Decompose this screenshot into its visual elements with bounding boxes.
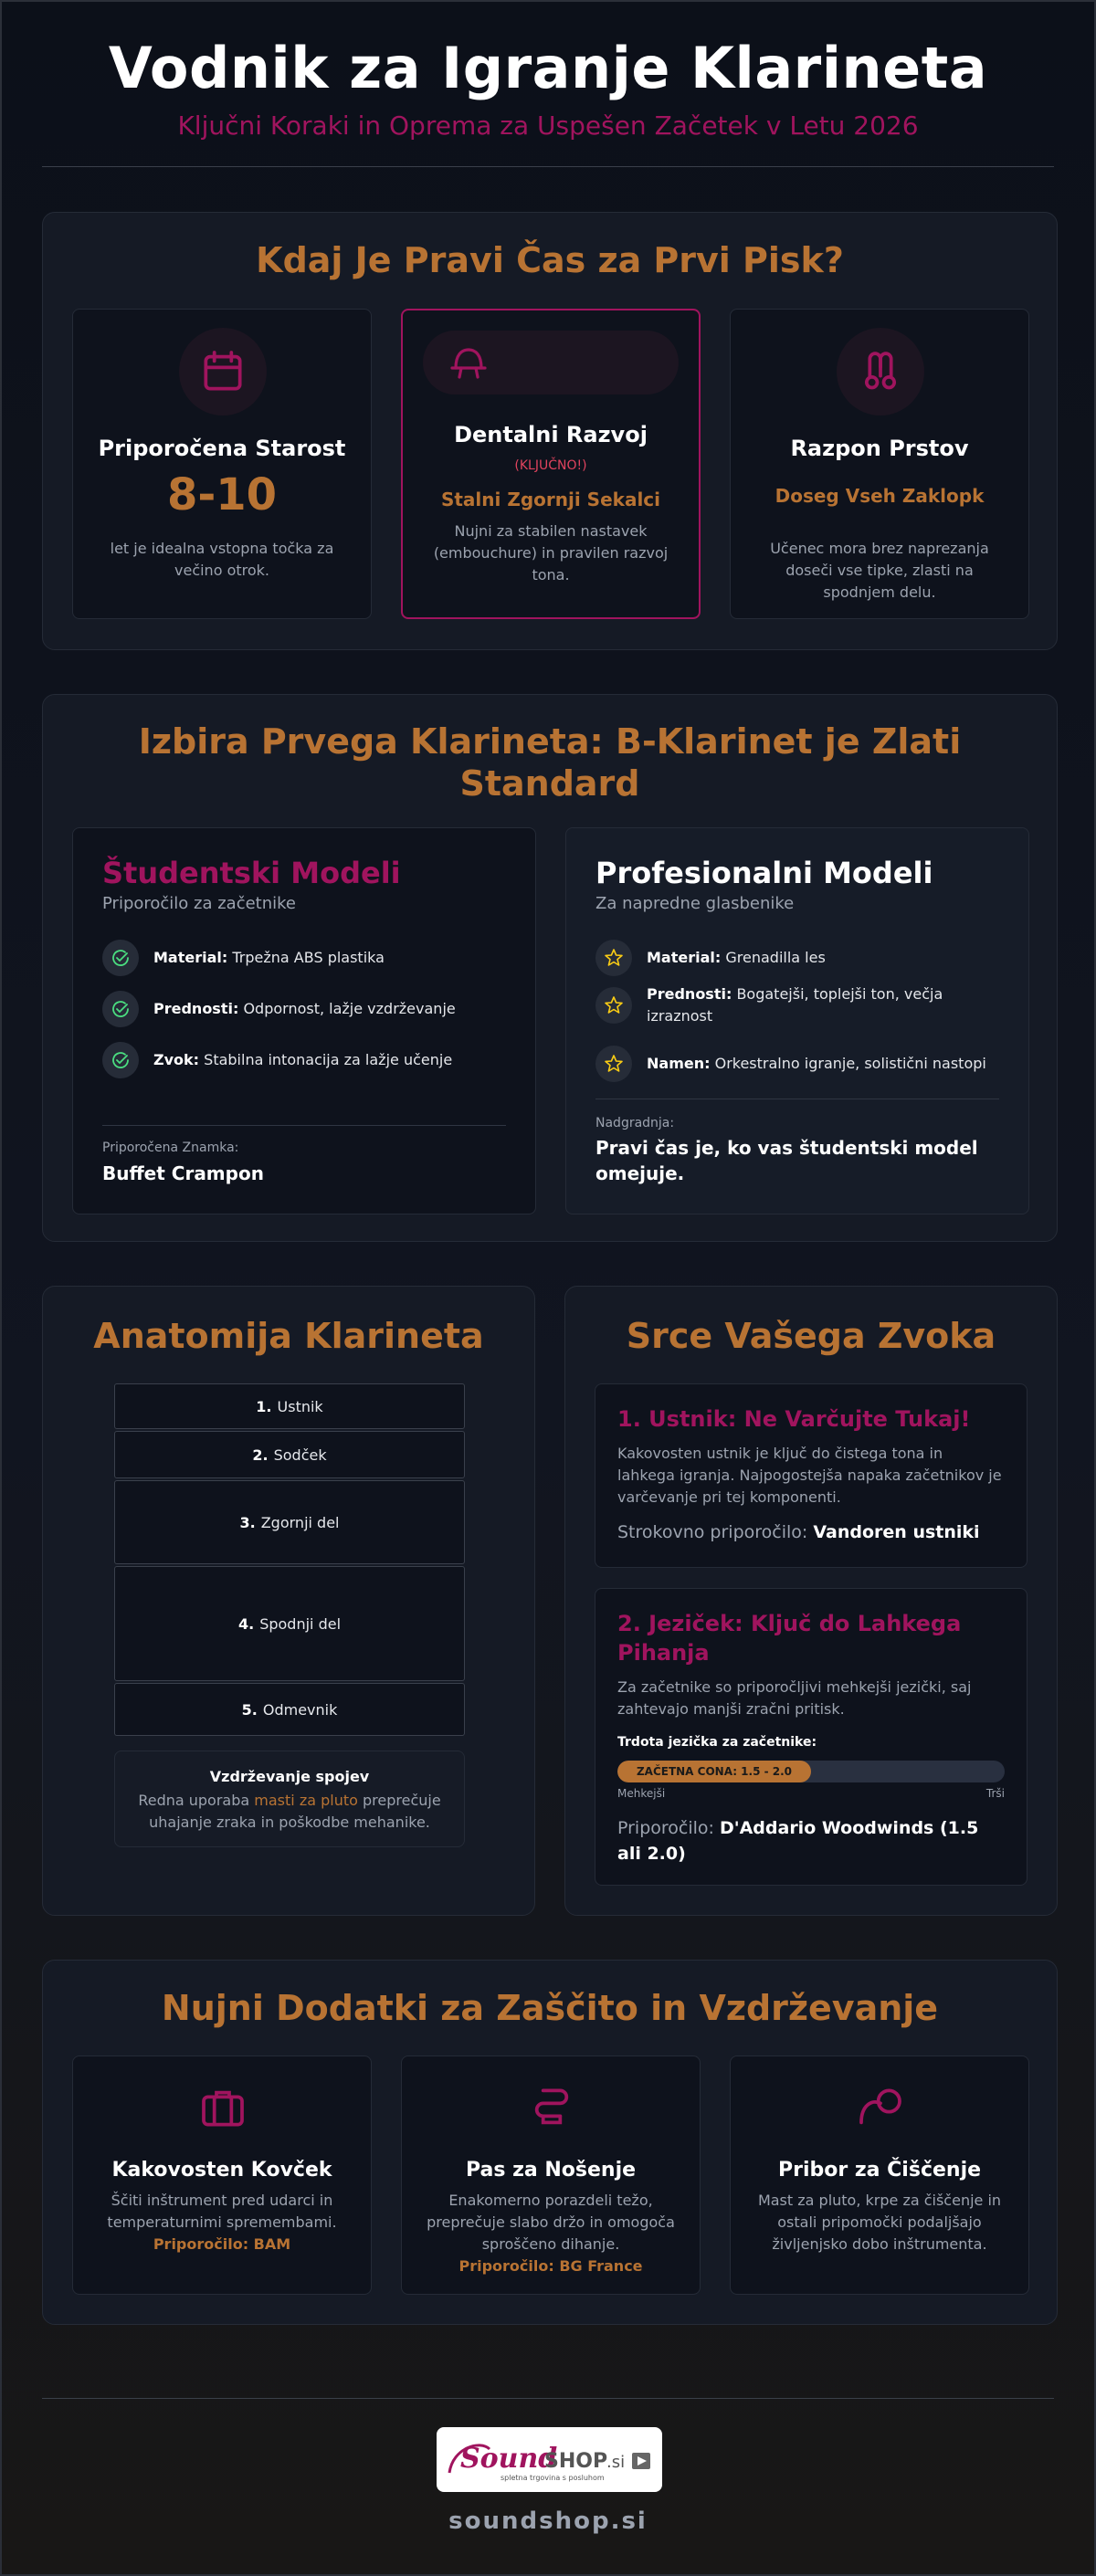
choice-title: Izbira Prvega Klarineta: B-Klarinet je Zlati Standard (138, 721, 962, 804)
anatomy-section (42, 1286, 535, 1916)
star-icon (595, 940, 632, 976)
feature-label: Material: (153, 949, 228, 966)
anatomy-part-lower-joint (114, 1566, 465, 1681)
dental-card-title: Dentalni Razvoj (454, 422, 648, 447)
feature-text: Bogatejši, toplejši ton, večja izraznost (647, 985, 943, 1025)
feature-text: Grenadilla les (725, 949, 826, 966)
when-title: Kdaj Je Pravi Čas za Prvi Pisk? (256, 240, 844, 280)
anatomy-part-upper-joint (114, 1480, 465, 1564)
student-footer-value: Buffet Crampon (102, 1162, 264, 1184)
star-icon (595, 1046, 632, 1082)
part-number: 2. (252, 1446, 269, 1464)
accessory-cleaning-title: Pribor za Čiščenje (777, 2159, 982, 2182)
feature-label: Prednosti: (153, 1000, 239, 1017)
fingers-card-title: Razpon Prstov (790, 436, 969, 461)
part-name: Ustnik (277, 1397, 323, 1415)
feature-label: Material: (647, 949, 722, 966)
briefcase-icon (197, 2082, 248, 2137)
fingers-card (730, 309, 1029, 619)
accessory-strap-rec: Priporočilo: BG France (458, 2257, 643, 2275)
when-section (42, 212, 1058, 650)
anatomy-part-mouthpiece (114, 1383, 465, 1429)
reed-rec-value: D'Addario Woodwinds (1.5 ali 2.0) (617, 1818, 979, 1864)
feature-label: Prednosti: (647, 985, 732, 1003)
svg-text:Sound: Sound (460, 2443, 558, 2475)
student-feature (102, 940, 508, 976)
student-models-card (72, 827, 536, 1214)
mouthpiece-desc: Kakovosten ustnik je ključ do čistega tona in lahkega igranja. Najpogostejša napaka začetnikov je varčevanje pri tej komponenti. (617, 1445, 1002, 1506)
reed-beginner-zone: ZAČETNA CONA: 1.5 - 2.0 (617, 1761, 811, 1782)
part-name: Odmevnik (262, 1700, 338, 1719)
accessories-title: Nujni Dodatki za Zaščito in Vzdrževanje (161, 1988, 939, 2028)
reed-title: 2. Jeziček: Ključ do Lahkega Pihanja (617, 1611, 962, 1666)
page-title: Vodnik za Igranje Klarineta (108, 35, 988, 101)
fingers-card-desc: Učenec mora brez naprezanja doseči vse tipke, zlasti na spodnjem delu. (770, 540, 989, 601)
pro-feature (595, 940, 1001, 976)
age-card-title: Priporočena Starost (98, 436, 346, 461)
part-name: Sodček (273, 1446, 327, 1464)
mouthpiece-title: 1. Ustnik: Ne Varčujte Tukaj! (617, 1406, 971, 1432)
tooth-icon (423, 331, 679, 394)
reed-desc: Za začetnike so priporočljivi mehkejši jezički, saj zahtevajo manjši zračni pritisk. (617, 1678, 972, 1718)
joint-care-highlight: masti za pluto (254, 1792, 358, 1809)
pro-subtitle: Za napredne glasbenike (595, 894, 795, 913)
reed-scale-max: Trši (985, 1787, 1005, 1800)
dental-card (401, 309, 701, 619)
anatomy-title: Anatomija Klarineta (93, 1316, 484, 1356)
soundshop-logo[interactable] (437, 2427, 662, 2492)
check-circle-icon (102, 1042, 139, 1078)
anatomy-part-barrel (114, 1431, 465, 1478)
accessory-case-desc: Ščiti inštrument pred udarci in temperaturnimi spremembami. (107, 2192, 337, 2231)
feature-text: Odpornost, lažje vzdrževanje (243, 1000, 456, 1017)
reed-hardness-scale (617, 1761, 1005, 1782)
student-title: Študentski Modeli (102, 856, 401, 890)
part-number: 1. (256, 1397, 272, 1415)
dental-card-desc: Nujni za stabilen nastavek (embouchure) in pravilen razvoj tona. (433, 522, 669, 584)
student-feature (102, 991, 508, 1027)
star-icon (595, 987, 632, 1024)
check-circle-icon (102, 991, 139, 1027)
feature-text: Trpežna ABS plastika (232, 949, 385, 966)
anatomy-part-bell (114, 1683, 465, 1736)
accessory-case-rec: Priporočilo: BAM (153, 2235, 291, 2253)
age-card-value: 8-10 (166, 469, 278, 520)
part-name: Zgornji del (260, 1513, 340, 1531)
svg-text:.si: .si (606, 2453, 626, 2472)
joint-care-note (114, 1751, 465, 1847)
reed-scale-label: Trdota jezička za začetnike: (617, 1735, 817, 1750)
fingers-card-value: Doseg Vseh Zaklopk (775, 485, 985, 507)
joint-care-title: Vzdrževanje spojev (209, 1768, 370, 1785)
svg-text:spletna trgovina s posluhom: spletna trgovina s posluhom (501, 2474, 605, 2482)
strap-icon (526, 2082, 577, 2137)
divider (102, 1125, 506, 1126)
reed-card (595, 1588, 1028, 1886)
pro-footer-label: Nadgradnja: (595, 1116, 675, 1130)
age-card (72, 309, 372, 619)
dental-card-note: (KLJUČNO!) (514, 458, 587, 473)
calendar-icon (179, 328, 267, 415)
pro-models-card (565, 827, 1029, 1214)
footer-url[interactable]: soundshop.si (448, 2508, 648, 2535)
reed-recommendation: Priporočilo: D'Addario Woodwinds (1.5 ali 2.0) (617, 1818, 979, 1864)
pro-title: Profesionalni Modeli (595, 856, 933, 890)
part-number: 3. (239, 1513, 256, 1531)
mouthpiece-rec-value: Vandoren ustniki (813, 1522, 980, 1542)
accessory-case-title: Kakovosten Kovček (111, 2159, 332, 2182)
accessory-strap-card (401, 2056, 701, 2295)
accessory-cleaning-card (730, 2056, 1029, 2295)
feature-label: Zvok: (153, 1051, 200, 1068)
dental-card-value: Stalni Zgornji Sekalci (440, 489, 661, 510)
check-circle-icon (102, 940, 139, 976)
student-feature (102, 1042, 508, 1078)
fingers-icon (837, 328, 924, 415)
joint-care-text: Redna uporaba masti za pluto preprečuje uhajanje zraka in poškodbe mehanike. (138, 1792, 441, 1831)
reed-scale-min: Mehkejši (617, 1787, 666, 1800)
accessory-case-card (72, 2056, 372, 2295)
cleaning-icon (855, 2082, 906, 2137)
heart-title: Srce Vašega Zvoka (626, 1316, 996, 1356)
page-subtitle: Ključni Koraki in Oprema za Uspešen Začetek v Letu 2026 (177, 110, 919, 141)
svg-text:SHOP: SHOP (544, 2450, 608, 2473)
header (2, 2, 1094, 141)
mouthpiece-recommendation: Strokovno priporočilo: Vandoren ustniki (617, 1522, 980, 1542)
heart-section (564, 1286, 1058, 1916)
part-number: 5. (241, 1700, 258, 1719)
accessory-strap-desc: Enakomerno porazdeli težo, preprečuje slabo držo in omogoča sproščeno dihanje. (427, 2192, 675, 2253)
pro-footer-value: Pravi čas je, ko vas študentski model omejuje. (595, 1137, 978, 1184)
student-subtitle: Priporočilo za začetnike (102, 894, 297, 913)
accessory-cleaning-desc: Mast za pluto, krpe za čiščenje in ostali pripomočki podaljšajo življenjsko dobo inštrumenta. (757, 2192, 1002, 2253)
feature-text: Orkestralno igranje, solistični nastopi (714, 1055, 986, 1072)
age-card-desc: let je idealna vstopna točka za večino otrok. (110, 540, 334, 579)
student-footer-label: Priporočena Znamka: (102, 1141, 239, 1155)
feature-text: Stabilna intonacija za lažje učenje (204, 1051, 453, 1068)
choice-section (42, 694, 1058, 1242)
accessory-strap-title: Pas za Nošenje (465, 2159, 637, 2182)
header-divider (42, 166, 1054, 167)
pro-feature (595, 1046, 1001, 1082)
feature-label: Namen: (647, 1055, 711, 1072)
pro-feature (595, 983, 1001, 1027)
accessories-section (42, 1960, 1058, 2325)
footer-divider (42, 2398, 1054, 2399)
part-name: Spodnji del (259, 1614, 342, 1633)
part-number: 4. (237, 1614, 255, 1633)
mouthpiece-card (595, 1383, 1028, 1568)
